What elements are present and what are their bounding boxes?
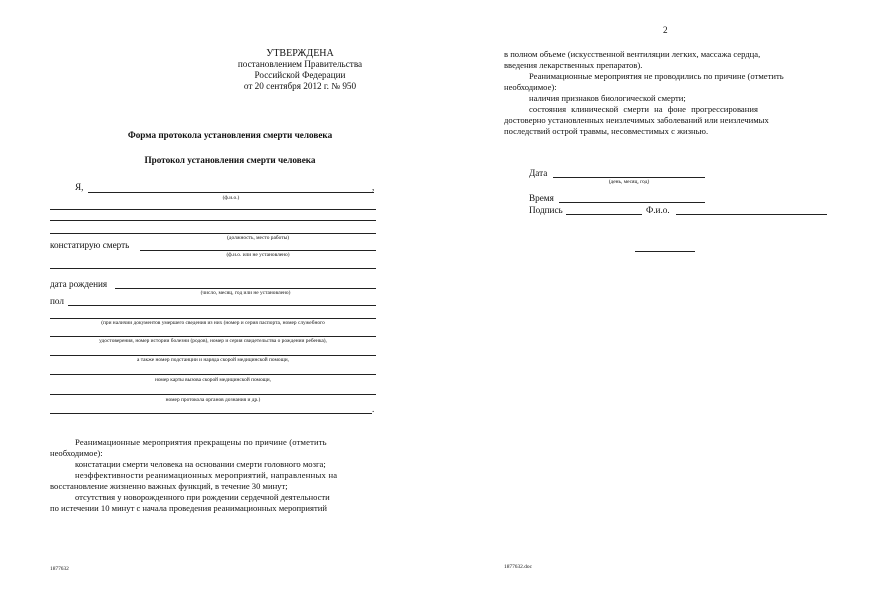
approval-line-1: постановлением Правительства: [237, 59, 363, 69]
signature-label: Подпись: [529, 205, 563, 215]
reasons-block: [50, 437, 376, 514]
docs-caption-3: а также номер подстанции и наряда скорой медицинской помощи,: [136, 357, 290, 363]
docs-line-1: [50, 318, 376, 319]
blank-line-4: [50, 268, 376, 269]
position-caption: (должность, место работы): [226, 235, 290, 241]
docs-line-6: [50, 413, 372, 414]
reasons-intro-1: Реанимационные мероприятия прекращены по причине (отметить: [75, 437, 327, 447]
blank-line-2: [50, 220, 376, 221]
continuation-line-2: введения лекарственных препаратов).: [504, 60, 643, 70]
fio-signature-line: [676, 214, 827, 215]
reason-1: констатации смерти человека на основании смерти головного мозга;: [75, 459, 326, 469]
time-label: Время: [529, 193, 554, 203]
protocol-title: Протокол установления смерти человека: [144, 155, 316, 165]
continuation-line-1: в полном объеме (искусственной вентиляции легких, массажа сердца,: [504, 49, 761, 59]
page-number: 2: [663, 25, 668, 35]
clinical-line-3: последствий острой травмы, несовместимых с жизнью.: [504, 126, 709, 136]
right-footer: 1877632.doc: [504, 564, 532, 570]
left-page: УТВЕРЖДЕНА постановлением Правительства Российской Федерации от 20 сентября 2012 г. № 950 Форма протокола установления смерти человека Протокол установления смерти человека Я, , (ф.и.о.) (должность, место работы) констатирую смерть (ф.и.о. или не установлено) дата рождения (число, месяц, год или не установлено) пол (при наличии документов умершего сведения из них (номер и серия паспорта, номер служебного удостоверения, номер истории болезни (родов), номер и серия свидетельства о рождении ребенка), а также номер подстанции и наряда скорой медицинской помощи, номер карты вызова скорой медицинской помощи, номер протокола органов дознания и др.) . Реанимационные мероприятия прекращены по причине (отметить необходимое): констатации смерти человека на основании смерти головного мозга; неэффективности реанимационных мероприятий, направленных на восстановление жизненно важных функций, в течение 30 минут; отсутствия у новорожденного при рождении сердечной деятельности по истечении 10 минут с начала проведения реанимационных мероприятий 1877632: [0, 0, 438, 602]
date-line: [553, 177, 705, 178]
birth-caption: (число, месяц, год или не установлено): [200, 290, 291, 296]
birth-line: [115, 288, 376, 289]
continuation-block: [504, 49, 830, 137]
i-label: Я,: [75, 182, 84, 192]
not-done-line-2: необходимое):: [504, 82, 557, 92]
docs-line-3: [50, 355, 376, 356]
confirm-label: констатирую смерть: [50, 240, 130, 250]
fio-line: [88, 192, 374, 193]
end-separator: [635, 251, 695, 252]
sex-label: пол: [50, 296, 64, 306]
time-line: [559, 202, 705, 203]
confirm-line: [140, 250, 376, 251]
fio-label: Ф.и.о.: [646, 205, 670, 215]
docs-caption-2: удостоверения, номер истории болезни (родов), номер и серия свидетельства о рождении ребенка),: [99, 338, 327, 344]
clinical-line-1: состояния клинической смерти на фоне прогрессирования: [529, 104, 758, 114]
date-caption: (день, месяц, год): [608, 179, 650, 185]
fio-unknown-caption: (ф.и.о. или не установлено): [226, 252, 290, 258]
clinical-line-2: достоверно установленных неизлечимых заболеваний или неизлечимых: [504, 115, 769, 125]
docs-line-4: [50, 374, 376, 375]
reason-2-line-1: неэффективности реанимационных мероприятий, направленных на: [75, 470, 338, 480]
reasons-intro-2: необходимое):: [50, 448, 103, 458]
docs-caption-1: (при наличии документов умершего сведения из них (номер и серия паспорта, номер служебного: [101, 320, 325, 326]
signature-line: [566, 214, 642, 215]
approval-title: УТВЕРЖДЕНА: [266, 48, 334, 59]
approval-line-2: Российской Федерации: [254, 70, 346, 80]
right-page: [438, 0, 877, 602]
bio-death-reason: наличия признаков биологической смерти;: [529, 93, 686, 103]
docs-caption-5: номер протокола органов дознания и др.): [165, 397, 261, 403]
approval-block: [200, 48, 400, 92]
form-title: Форма протокола установления смерти человека: [127, 130, 333, 140]
reason-3-line-1: отсутствия у новорожденного при рождении сердечной деятельности: [75, 492, 330, 502]
date-label: Дата: [529, 168, 548, 178]
approval-line-3: от 20 сентября 2012 г. № 950: [243, 81, 357, 91]
left-footer: 1877632: [50, 566, 69, 572]
sex-line: [68, 305, 376, 306]
blank-line-3: [50, 233, 376, 234]
docs-caption-4: номер карты вызова скорой медицинской помощи,: [154, 377, 272, 383]
birth-label: дата рождения: [50, 279, 108, 289]
reason-2-line-2: восстановление жизненно важных функций, в течение 30 минут;: [50, 481, 288, 491]
blank-line-1: [50, 209, 376, 210]
not-done-line-1: Реанимационные мероприятия не проводились по причине (отметить: [529, 71, 784, 81]
docs-line-2: [50, 336, 376, 337]
reason-3-line-2: по истечении 10 минут с начала проведения реанимационных мероприятий: [50, 503, 327, 513]
fio-caption: (ф.и.о.): [222, 195, 240, 201]
docs-line-5: [50, 394, 376, 395]
